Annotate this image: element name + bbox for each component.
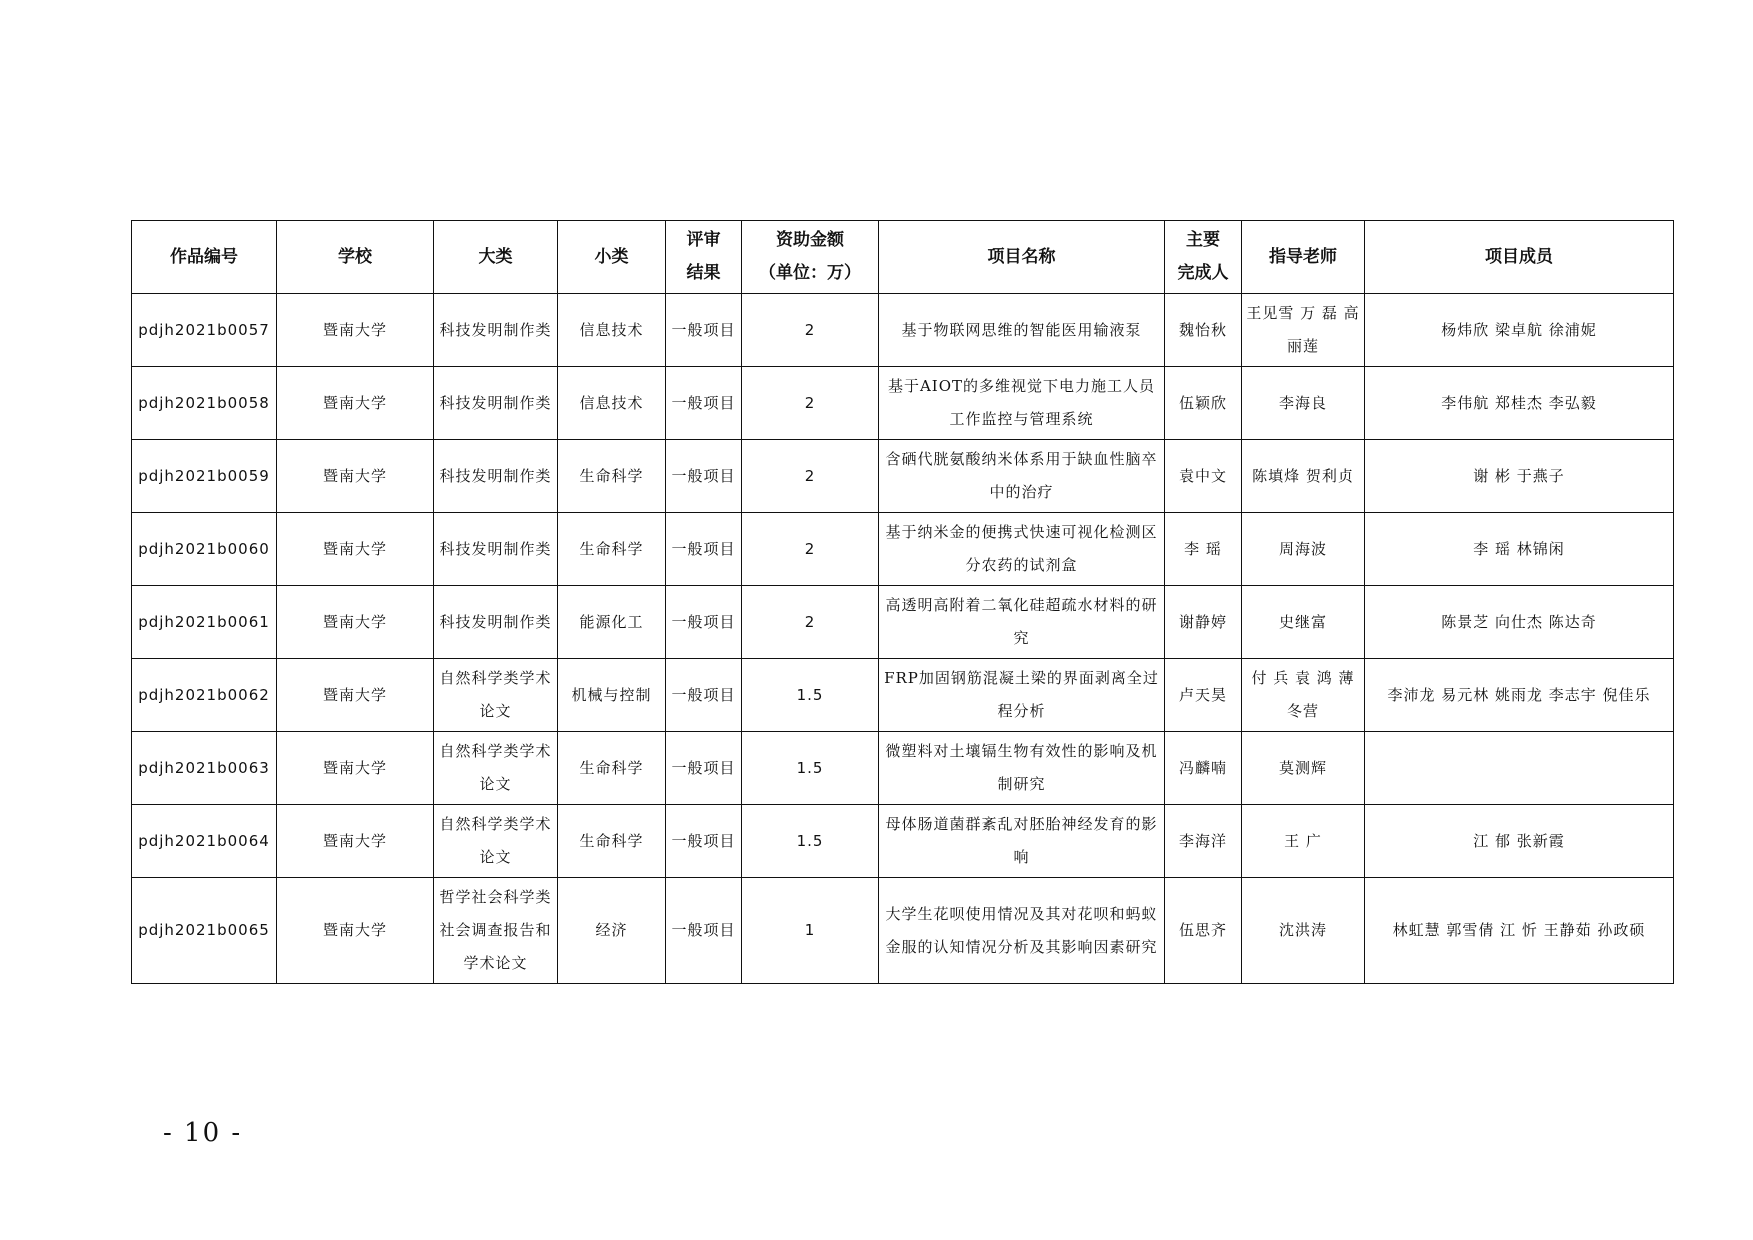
cell-subcategory: 信息技术 (558, 367, 666, 440)
cell-category: 科技发明制作类 (434, 513, 558, 586)
header-leader (1165, 221, 1242, 294)
cell-members (1365, 732, 1674, 805)
table-row (132, 513, 1674, 586)
cell-category: 科技发明制作类 (434, 440, 558, 513)
cell-category: 自然科学类学术论文 (434, 805, 558, 878)
cell-school: 暨南大学 (277, 878, 434, 984)
cell-advisor: 沈洪涛 (1242, 878, 1365, 984)
cell-project: FRP加固钢筋混凝土梁的界面剥离全过程分析 (879, 659, 1165, 732)
cell-code: pdjh2021b0065 (132, 878, 277, 984)
cell-leader: 冯麟喃 (1165, 732, 1242, 805)
cell-leader: 谢静婷 (1165, 586, 1242, 659)
table-row (132, 805, 1674, 878)
cell-category: 科技发明制作类 (434, 294, 558, 367)
header-project: 项目名称 (879, 221, 1165, 294)
cell-project: 高透明高附着二氧化硅超疏水材料的研究 (879, 586, 1165, 659)
cell-school: 暨南大学 (277, 294, 434, 367)
header-code: 作品编号 (132, 221, 277, 294)
table-row (132, 878, 1674, 984)
cell-advisor: 王 广 (1242, 805, 1365, 878)
cell-subcategory: 生命科学 (558, 805, 666, 878)
cell-subcategory: 生命科学 (558, 513, 666, 586)
cell-project: 大学生花呗使用情况及其对花呗和蚂蚁金服的认知情况分析及其影响因素研究 (879, 878, 1165, 984)
cell-advisor: 史继富 (1242, 586, 1365, 659)
cell-category: 哲学社会科学类社会调查报告和学术论文 (434, 878, 558, 984)
cell-advisor: 付 兵 袁 鸿 薄冬营 (1242, 659, 1365, 732)
cell-project: 基于纳米金的便携式快速可视化检测区分农药的试剂盒 (879, 513, 1165, 586)
cell-code: pdjh2021b0059 (132, 440, 277, 513)
cell-leader: 袁中文 (1165, 440, 1242, 513)
cell-school: 暨南大学 (277, 805, 434, 878)
cell-code: pdjh2021b0064 (132, 805, 277, 878)
cell-members: 李伟航 郑桂杰 李弘毅 (1365, 367, 1674, 440)
header-row (132, 221, 1674, 294)
cell-amount: 2 (742, 294, 879, 367)
cell-subcategory: 经济 (558, 878, 666, 984)
cell-subcategory: 机械与控制 (558, 659, 666, 732)
table-row (132, 732, 1674, 805)
header-category: 大类 (434, 221, 558, 294)
cell-amount: 1.5 (742, 732, 879, 805)
header-amount-line2: （单位：万） (759, 263, 861, 283)
cell-leader: 伍颖欣 (1165, 367, 1242, 440)
cell-result: 一般项目 (666, 294, 742, 367)
cell-leader: 李 瑶 (1165, 513, 1242, 586)
cell-advisor: 王见雪 万 磊 高丽莲 (1242, 294, 1365, 367)
cell-code: pdjh2021b0062 (132, 659, 277, 732)
cell-subcategory: 生命科学 (558, 732, 666, 805)
header-result (666, 221, 742, 294)
page-number: - 10 - (163, 1118, 243, 1148)
cell-members: 林虹慧 郭雪倩 江 忻 王静茹 孙政硕 (1365, 878, 1674, 984)
table-row (132, 586, 1674, 659)
header-members: 项目成员 (1365, 221, 1674, 294)
cell-project: 母体肠道菌群紊乱对胚胎神经发育的影响 (879, 805, 1165, 878)
cell-project: 基于物联网思维的智能医用输液泵 (879, 294, 1165, 367)
cell-leader: 李海洋 (1165, 805, 1242, 878)
cell-result: 一般项目 (666, 805, 742, 878)
cell-subcategory: 能源化工 (558, 586, 666, 659)
cell-amount: 1.5 (742, 805, 879, 878)
cell-advisor: 周海波 (1242, 513, 1365, 586)
cell-leader: 伍思齐 (1165, 878, 1242, 984)
cell-result: 一般项目 (666, 586, 742, 659)
cell-project: 含硒代胱氨酸纳米体系用于缺血性脑卒中的治疗 (879, 440, 1165, 513)
header-leader-line2: 完成人 (1177, 263, 1229, 283)
cell-result: 一般项目 (666, 367, 742, 440)
cell-school: 暨南大学 (277, 513, 434, 586)
header-result-line1: 评审 (686, 230, 721, 250)
cell-category: 科技发明制作类 (434, 586, 558, 659)
cell-code: pdjh2021b0063 (132, 732, 277, 805)
cell-code: pdjh2021b0061 (132, 586, 277, 659)
cell-leader: 魏怡秋 (1165, 294, 1242, 367)
cell-members: 陈景芝 向仕杰 陈达奇 (1365, 586, 1674, 659)
cell-code: pdjh2021b0060 (132, 513, 277, 586)
cell-subcategory: 信息技术 (558, 294, 666, 367)
table-row (132, 659, 1674, 732)
cell-school: 暨南大学 (277, 367, 434, 440)
cell-result: 一般项目 (666, 513, 742, 586)
cell-subcategory: 生命科学 (558, 440, 666, 513)
cell-school: 暨南大学 (277, 732, 434, 805)
cell-amount: 2 (742, 586, 879, 659)
projects-table (131, 220, 1674, 984)
cell-leader: 卢天昊 (1165, 659, 1242, 732)
header-leader-line1: 主要 (1186, 230, 1220, 250)
cell-amount: 2 (742, 440, 879, 513)
cell-members: 李沛龙 易元林 姚雨龙 李志宇 倪佳乐 (1365, 659, 1674, 732)
header-result-line2: 结果 (686, 263, 721, 283)
cell-project: 基于AIOT的多维视觉下电力施工人员工作监控与管理系统 (879, 367, 1165, 440)
cell-category: 科技发明制作类 (434, 367, 558, 440)
cell-category: 自然科学类学术论文 (434, 732, 558, 805)
cell-project: 微塑料对土壤镉生物有效性的影响及机制研究 (879, 732, 1165, 805)
table-row (132, 440, 1674, 513)
cell-code: pdjh2021b0058 (132, 367, 277, 440)
cell-category: 自然科学类学术论文 (434, 659, 558, 732)
cell-amount: 2 (742, 367, 879, 440)
table-row (132, 294, 1674, 367)
cell-amount: 1 (742, 878, 879, 984)
cell-members: 谢 彬 于燕子 (1365, 440, 1674, 513)
cell-advisor: 莫测辉 (1242, 732, 1365, 805)
cell-members: 江 郁 张新霞 (1365, 805, 1674, 878)
cell-result: 一般项目 (666, 732, 742, 805)
header-school: 学校 (277, 221, 434, 294)
cell-advisor: 李海良 (1242, 367, 1365, 440)
header-amount (742, 221, 879, 294)
cell-school: 暨南大学 (277, 659, 434, 732)
table-row (132, 367, 1674, 440)
cell-amount: 1.5 (742, 659, 879, 732)
header-advisor: 指导老师 (1242, 221, 1365, 294)
cell-members: 李 瑶 林锦闲 (1365, 513, 1674, 586)
cell-result: 一般项目 (666, 659, 742, 732)
cell-school: 暨南大学 (277, 440, 434, 513)
cell-code: pdjh2021b0057 (132, 294, 277, 367)
cell-members: 杨炜欣 梁卓航 徐浦妮 (1365, 294, 1674, 367)
cell-amount: 2 (742, 513, 879, 586)
header-subcategory: 小类 (558, 221, 666, 294)
cell-advisor: 陈填烽 贺利贞 (1242, 440, 1365, 513)
cell-result: 一般项目 (666, 440, 742, 513)
cell-school: 暨南大学 (277, 586, 434, 659)
header-amount-line1: 资助金额 (776, 230, 844, 250)
cell-result: 一般项目 (666, 878, 742, 984)
